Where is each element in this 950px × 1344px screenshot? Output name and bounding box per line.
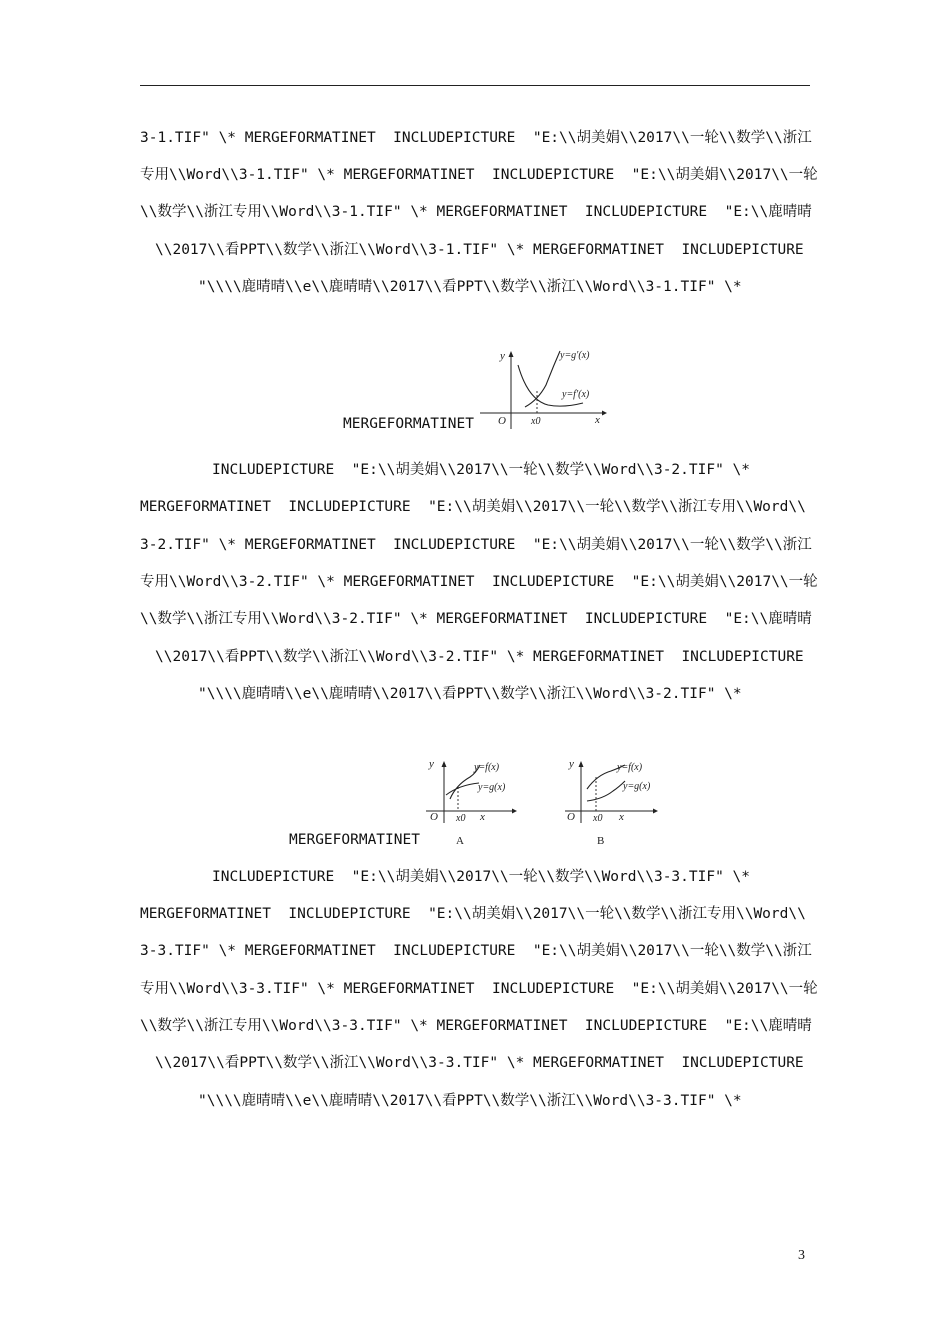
field-code-line: INCLUDEPICTURE "E:\\胡美娟\\2017\\一轮\\数学\\Word\\3-3.TIF" \* — [212, 869, 750, 885]
fig2a-x-axis-label: x — [480, 811, 485, 823]
figure-1-prefix: MERGEFORMATINET — [343, 416, 474, 432]
fig2b-y-axis-label: y — [569, 758, 574, 770]
fig2a-y-axis-label: y — [429, 758, 434, 770]
field-code-line: \\2017\\看PPT\\数学\\浙江\\Word\\3-3.TIF" \* MERGEFORMATINET INCLUDEPICTURE — [155, 1055, 804, 1071]
figure-2-graph-a — [424, 755, 524, 850]
field-code-line: 专用\\Word\\3-2.TIF" \* MERGEFORMATINET INCLUDEPICTURE "E:\\胡美娟\\2017\\一轮 — [140, 574, 818, 590]
figure-2-graph-b — [563, 755, 668, 850]
field-code-line: 3-1.TIF" \* MERGEFORMATINET INCLUDEPICTURE "E:\\胡美娟\\2017\\一轮\\数学\\浙江 — [140, 130, 812, 146]
fig1-curve-g-label: y=g′(x) — [560, 350, 590, 361]
field-code-line: MERGEFORMATINET INCLUDEPICTURE "E:\\胡美娟\\2017\\一轮\\数学\\浙江专用\\Word\\ — [140, 906, 806, 922]
fig2a-x0-label: x0 — [456, 813, 466, 824]
field-code-line: 3-2.TIF" \* MERGEFORMATINET INCLUDEPICTURE "E:\\胡美娟\\2017\\一轮\\数学\\浙江 — [140, 537, 812, 553]
figure-2-prefix: MERGEFORMATINET — [289, 832, 420, 848]
field-code-line: 专用\\Word\\3-1.TIF" \* MERGEFORMATINET INCLUDEPICTURE "E:\\胡美娟\\2017\\一轮 — [140, 167, 818, 183]
fig1-y-axis-label: y — [500, 350, 505, 362]
figure-1-graph — [478, 345, 608, 430]
fig2b-x0-label: x0 — [593, 813, 603, 824]
field-code-line: "\\\\鹿晴晴\\e\\鹿晴晴\\2017\\看PPT\\数学\\浙江\\Word\\3-1.TIF" \* — [198, 279, 742, 295]
fig1-x0-label: x0 — [531, 416, 541, 427]
fig1-x-axis-label: x — [595, 414, 600, 426]
fig2-panel-b-label: B — [597, 835, 605, 847]
fig1-origin-label: O — [498, 415, 506, 427]
fig2-panel-a-label: A — [456, 835, 464, 847]
field-code-line: \\2017\\看PPT\\数学\\浙江\\Word\\3-1.TIF" \* MERGEFORMATINET INCLUDEPICTURE — [155, 242, 804, 258]
field-code-line: INCLUDEPICTURE "E:\\胡美娟\\2017\\一轮\\数学\\Word\\3-2.TIF" \* — [212, 462, 750, 478]
fig2b-x-axis-label: x — [619, 811, 624, 823]
field-code-line: MERGEFORMATINET INCLUDEPICTURE "E:\\胡美娟\\2017\\一轮\\数学\\浙江专用\\Word\\ — [140, 499, 806, 515]
field-code-line: \\数学\\浙江专用\\Word\\3-1.TIF" \* MERGEFORMATINET INCLUDEPICTURE "E:\\鹿晴晴 — [140, 204, 812, 220]
fig2b-origin-label: O — [567, 811, 575, 823]
field-code-line: "\\\\鹿晴晴\\e\\鹿晴晴\\2017\\看PPT\\数学\\浙江\\Word\\3-3.TIF" \* — [198, 1093, 742, 1109]
header-rule — [140, 85, 810, 86]
field-code-line: \\2017\\看PPT\\数学\\浙江\\Word\\3-2.TIF" \* MERGEFORMATINET INCLUDEPICTURE — [155, 649, 804, 665]
fig2a-curve-f-label: y=f(x) — [474, 762, 500, 773]
fig1-curve-f-label: y=f′(x) — [562, 389, 590, 400]
field-code-line: \\数学\\浙江专用\\Word\\3-3.TIF" \* MERGEFORMATINET INCLUDEPICTURE "E:\\鹿晴晴 — [140, 1018, 812, 1034]
page-number: 3 — [798, 1248, 805, 1263]
fig2b-curve-g-label: y=g(x) — [623, 781, 651, 792]
field-code-line: 专用\\Word\\3-3.TIF" \* MERGEFORMATINET INCLUDEPICTURE "E:\\胡美娟\\2017\\一轮 — [140, 981, 818, 997]
fig2a-curve-g-label: y=g(x) — [478, 782, 506, 793]
fig2b-curve-f-label: y=f(x) — [617, 762, 643, 773]
fig2a-origin-label: O — [430, 811, 438, 823]
field-code-line: "\\\\鹿晴晴\\e\\鹿晴晴\\2017\\看PPT\\数学\\浙江\\Word\\3-2.TIF" \* — [198, 686, 742, 702]
field-code-line: \\数学\\浙江专用\\Word\\3-2.TIF" \* MERGEFORMATINET INCLUDEPICTURE "E:\\鹿晴晴 — [140, 611, 812, 627]
field-code-line: 3-3.TIF" \* MERGEFORMATINET INCLUDEPICTURE "E:\\胡美娟\\2017\\一轮\\数学\\浙江 — [140, 943, 812, 959]
